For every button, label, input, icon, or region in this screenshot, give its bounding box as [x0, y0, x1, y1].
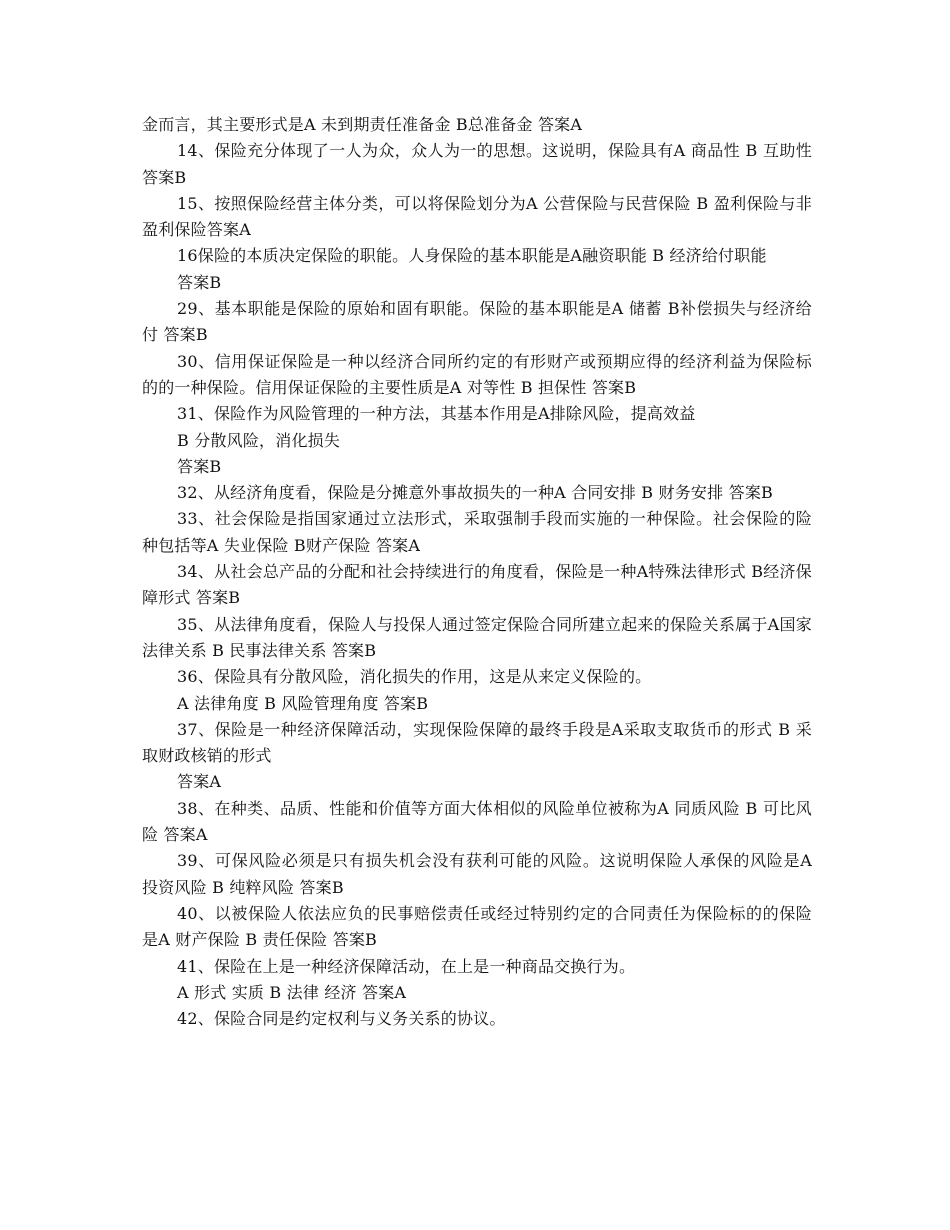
question-40: 40、以被保险人依法应负的民事赔偿责任或经过特别约定的合同责任为保险标的的保险是A 财产保险 B 责任保险 答案B [142, 903, 812, 950]
question-29: 29、基本职能是保险的原始和固有职能。保险的基本职能是A 储蓄 B补偿损失与经济给付 答案B [142, 299, 812, 345]
question-15: 15、按照保险经营主体分类，可以将保险划分为A 公营保险与民营保险 B 盈利保险与非盈利保险答案A [142, 193, 812, 240]
question-33: 33、社会保险是指国家通过立法形式，采取强制手段而实施的一种保险。社会保险的险种包括等A 失业保险 B财产保险 答案A [142, 509, 812, 555]
question-39: 39、可保风险必须是只有损失机会没有获利可能的风险。这说明保险人承保的风险是A 投资风险 B 纯粹风险 答案B [142, 851, 812, 897]
question-31-answer: 答案B [177, 456, 222, 476]
document-body [142, 112, 812, 1032]
question-38: 38、在种类、品质、性能和价值等方面大体相似的风险单位被称为A 同质风险 B 可比风险 答案A [142, 798, 812, 845]
paragraph-continuation: 金而言，其主要形式是A 未到期责任准备金 B总准备金 答案A [142, 115, 583, 134]
question-31: 31、保险作为风险管理的一种方法，其基本作用是A排除风险，提高效益 [177, 404, 696, 424]
question-37-answer: 答案A [177, 772, 222, 792]
question-37: 37、保险是一种经济保障活动，实现保险保障的最终手段是A采取支取货币的形式 B 采取财政核销的形式 [142, 719, 812, 766]
question-32: 32、从经济角度看，保险是分摊意外事故损失的一种A 合同安排 B 财务安排 答案B [177, 483, 773, 503]
question-35: 35、从法律角度看，保险人与投保人通过签定保险合同所建立起来的保险关系属于A国家法律关系 B 民事法律关系 答案B [142, 614, 812, 660]
question-16: 16保险的本质决定保险的职能。人身保险的基本职能是A融资职能 B 经济给付职能 [177, 246, 767, 266]
question-16-answer: 答案B [177, 272, 222, 292]
question-30: 30、信用保证保险是一种以经济合同所约定的有形财产或预期应得的经济利益为保险标的的一种保险。信用保证保险的主要性质是A 对等性 B 担保性 答案B [142, 351, 812, 397]
question-41-options: A 形式 实质 B 法律 经济 答案A [177, 982, 407, 1002]
question-34: 34、从社会总产品的分配和社会持续进行的角度看，保险是一种A特殊法律形式 B经济保障形式 答案B [142, 562, 812, 608]
question-42: 42、保险合同是约定权利与义务关系的协议。 [177, 1009, 506, 1029]
question-31-option-b: B 分散风险，消化损失 [177, 430, 341, 450]
question-36-options: A 法律角度 B 风险管理角度 答案B [177, 693, 429, 713]
question-36: 36、保险具有分散风险，消化损失的作用，这是从来定义保险的。 [177, 667, 652, 687]
question-41: 41、保险在上是一种经济保障活动，在上是一种商品交换行为。 [177, 956, 636, 976]
question-14: 14、保险充分体现了一人为众，众人为一的思想。这说明，保险具有A 商品性 B 互助性 答案B [142, 141, 812, 187]
